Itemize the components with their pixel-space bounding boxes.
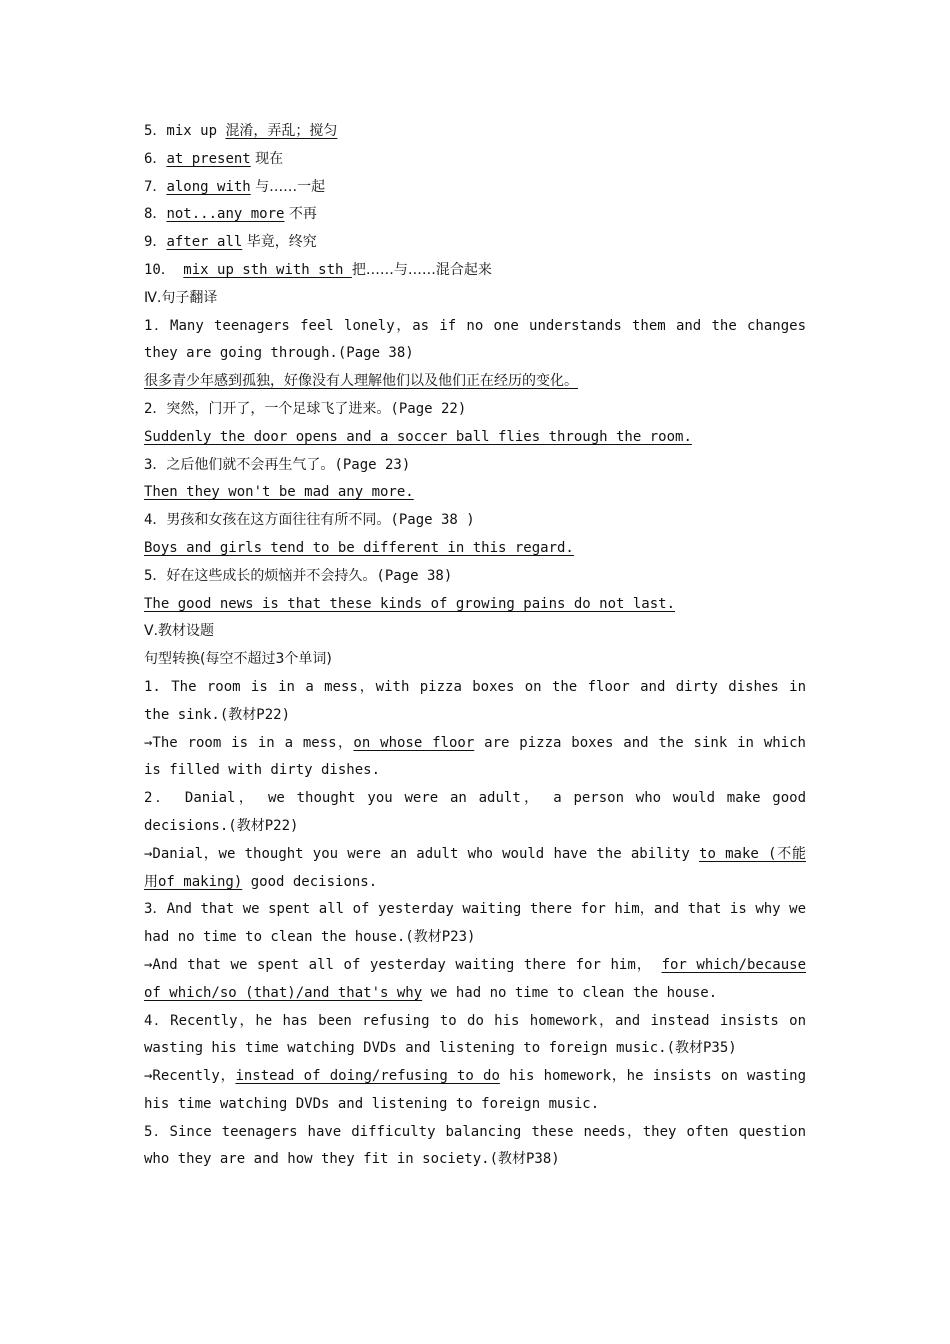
phrase-number: 5．mix up [144, 123, 226, 139]
phrase-number: 6． [144, 150, 167, 167]
phrase-answer: mix up sth with sth [183, 261, 352, 278]
phrase-number: 10． [144, 261, 184, 278]
document-page [144, 118, 806, 1174]
translation-question: 2．突然，门开了，一个足球飞了进来。(Page 22) [144, 400, 467, 417]
translation-question: 3．之后他们就不会再生气了。(Page 23) [144, 456, 411, 473]
rewrite-answer-line: →Danial，we thought you were an adult who would have the ability to make (不能用of making) good decisions. [144, 845, 806, 890]
phrase-meaning: 毕竟，终究 [242, 234, 317, 251]
phrase-answer: along with [166, 178, 251, 195]
phrase-meaning: 现在 [250, 150, 284, 167]
rewrite-answer-line: →And that we spent all of yesterday waiting there for him， for which/because of which/so (that)/and that's why we had no time to clean the house. [144, 956, 806, 1001]
translation-question: 5．好在这些成长的烦恼并不会持久。(Page 38) [144, 567, 453, 584]
phrase-number: 9． [144, 234, 167, 251]
translation-answer: Boys and girls tend to be different in this regard. [144, 539, 574, 556]
phrase-answer: after all [166, 234, 243, 251]
rewrite-question: 3．And that we spent all of yesterday waiting there for him，and that is why we had no time to clean the house.(教材P23) [144, 901, 806, 946]
phrase-meaning: 把……与……混合起来 [351, 261, 492, 278]
translation-answer: The good news is that these kinds of growing pains do not last. [144, 595, 676, 612]
translation-question: 4．男孩和女孩在这方面往往有所不同。(Page 38 ) [144, 512, 475, 529]
rewrite-answer-line: →The room is in a mess，on whose floor are pizza boxes and the sink in which is filled with dirty dishes. [144, 734, 806, 779]
phrase-number: 7． [144, 178, 167, 195]
section-title-textbook: Ⅴ.教材设题 [144, 623, 215, 640]
rewrite-question: 5．Since teenagers have difficulty balancing these needs，they often question who they are and how they fit in society.(教材P38) [144, 1123, 806, 1168]
translation-answer: Suddenly the door opens and a soccer ball flies through the room. [144, 428, 692, 445]
rewrite-answer: for which/because of which/so (that)/and that's why [144, 956, 806, 1001]
section-title-translation: Ⅳ.句子翻译 [144, 289, 218, 306]
translation-answer: 很多青少年感到孤独，好像没有人理解他们以及他们正在经历的变化。 [144, 373, 578, 390]
translation-answer: Then they won't be mad any more. [144, 484, 414, 501]
phrase-item [144, 201, 806, 229]
phrase-meaning: 与……一起 [250, 178, 326, 195]
translation-question: 1．Many teenagers feel lonely，as if no one understands them and the changes they are going through.(Page 38) [144, 317, 806, 362]
rewrite-answer: on whose floor [353, 734, 475, 751]
rewrite-answer-line: →Recently，instead of doing/refusing to do his homework，he insists on wasting his time watching DVDs and listening to foreign music. [144, 1068, 807, 1112]
rewrite-question: 2． Danial， we thought you were an adult， a person who would make good decisions.(教材P22) [144, 790, 806, 834]
phrase-answer: not...any more [166, 206, 285, 223]
phrase-item [144, 174, 806, 202]
rewrite-answer: to make (不能用of making) [144, 845, 806, 890]
rewrite-question: 4．Recently，he has been refusing to do his homework，and instead insists on wasting his time watching DVDs and listening to foreign music.(教材P35) [144, 1012, 806, 1057]
phrase-item [144, 146, 806, 174]
rewrite-question: 1. The room is in a mess，with pizza boxes on the floor and dirty dishes in the sink.(教材P22) [144, 678, 806, 723]
phrase-answer: 混淆，弄乱；搅匀 [225, 123, 338, 139]
phrase-item [144, 257, 806, 285]
phrase-meaning: 不再 [284, 206, 317, 223]
phrase-item [144, 229, 806, 257]
phrase-number: 8． [144, 206, 167, 223]
phrase-item [144, 118, 806, 146]
rewrite-answer: instead of doing/refusing to do [235, 1068, 500, 1085]
phrase-answer: at present [166, 150, 251, 167]
section-subtitle: 句型转换(每空不超过3个单词) [144, 651, 332, 668]
